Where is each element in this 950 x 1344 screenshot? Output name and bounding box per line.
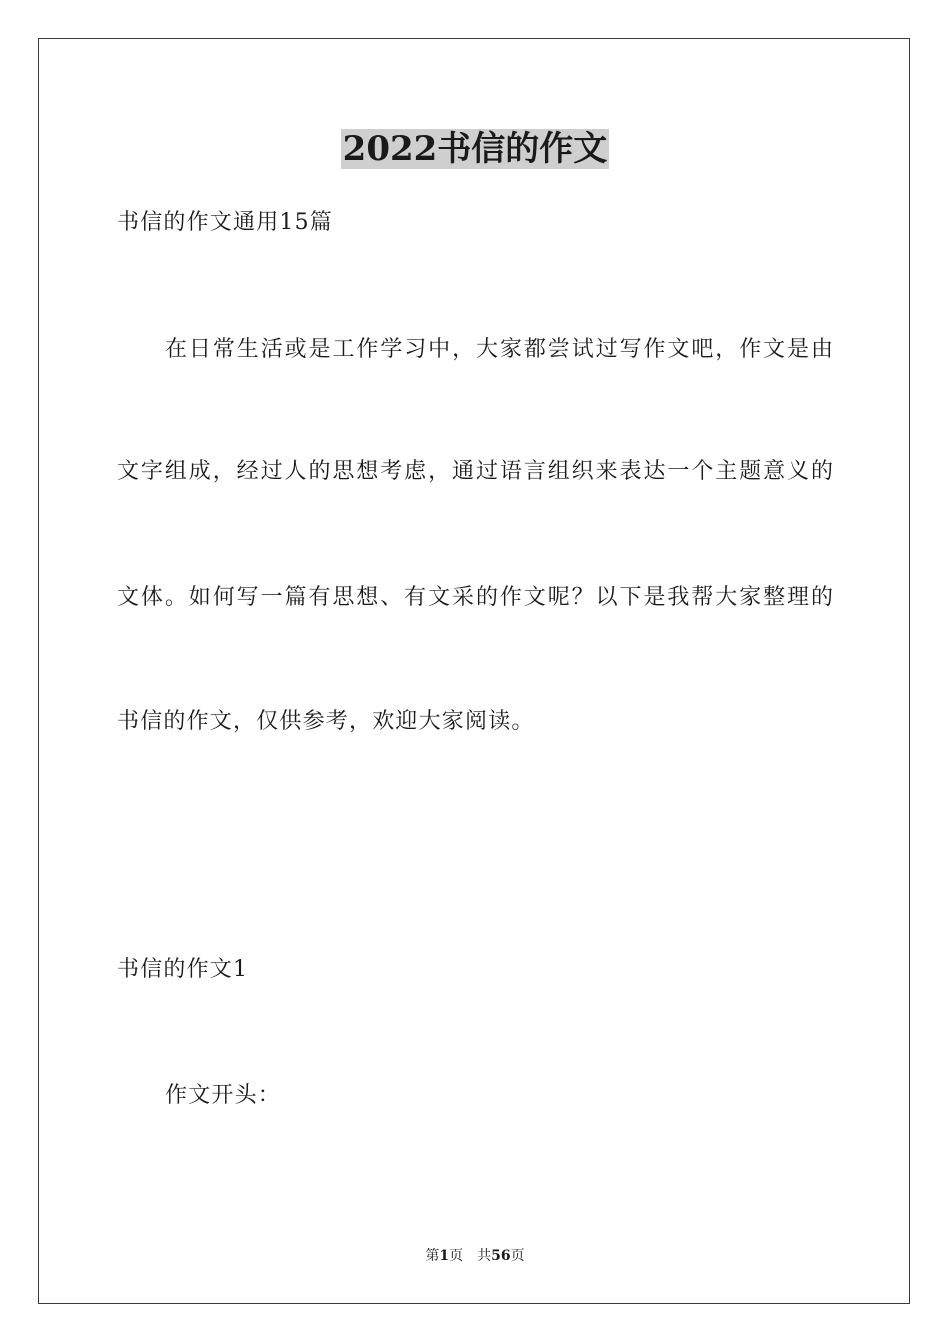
document-title — [0, 126, 950, 172]
footer-current-page: 1 — [439, 1248, 450, 1264]
intro-line-1: 在日常生活或是工作学习中，大家都尝试过写作文吧，作文是由 — [165, 337, 833, 362]
footer-page-prefix: 第 — [425, 1248, 440, 1264]
footer-total-pages: 56 — [491, 1248, 511, 1264]
document-title-text: 2022书信的作文 — [342, 129, 608, 169]
document-subtitle: 书信的作文通用15篇 — [117, 210, 333, 235]
intro-line-4: 书信的作文，仅供参考，欢迎大家阅读。 — [117, 709, 535, 734]
footer-page-suffix: 页 — [510, 1248, 525, 1264]
section-heading: 书信的作文1 — [117, 957, 249, 982]
footer-page-mid: 页 共 — [449, 1248, 492, 1264]
page-footer — [0, 1246, 950, 1266]
section-first-line: 作文开头： — [165, 1083, 282, 1108]
intro-line-2: 文字组成，经过人的思想考虑，通过语言组织来表达一个主题意义的 — [117, 459, 833, 484]
intro-line-3: 文体。如何写一篇有思想、有文采的作文呢？以下是我帮大家整理的 — [117, 585, 833, 610]
